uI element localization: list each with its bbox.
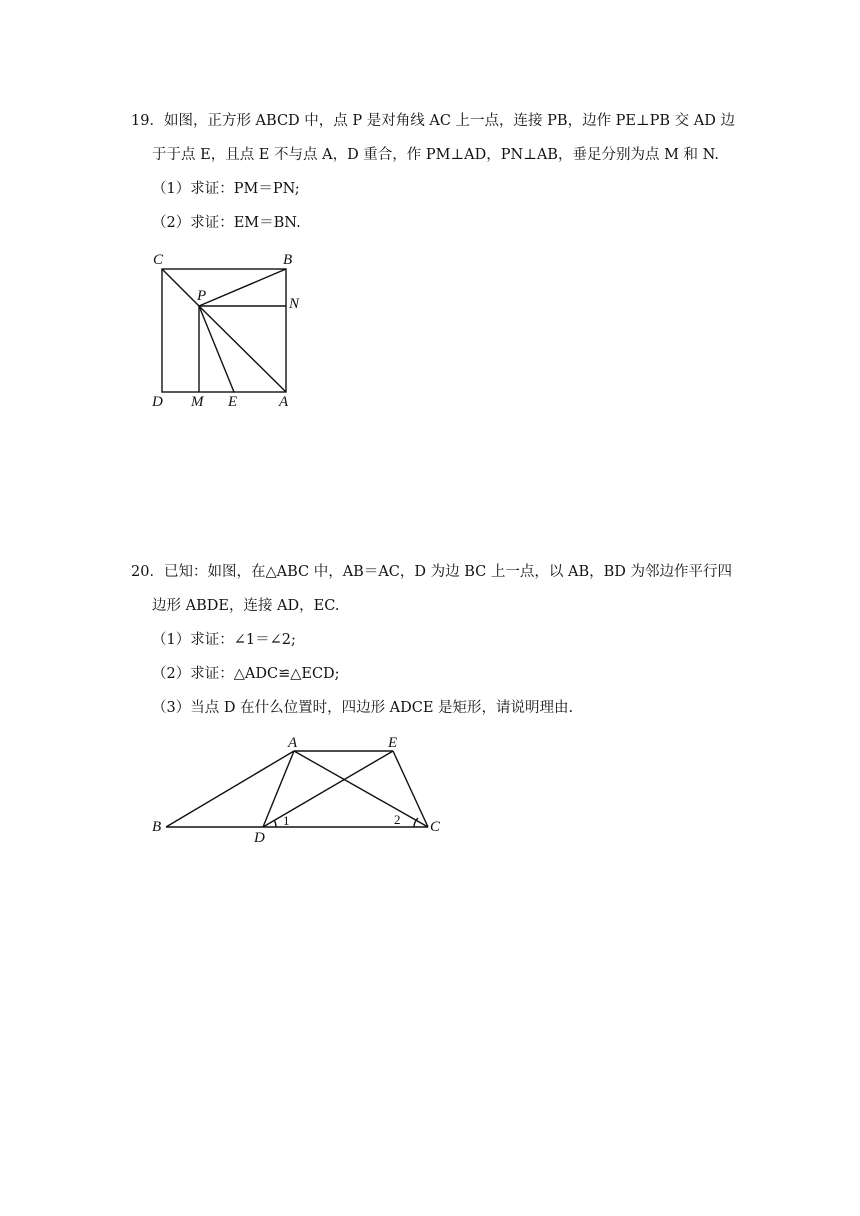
segment-pb <box>199 269 286 306</box>
q20-stem-line1: 20．已知：如图，在△ABC 中，AB＝AC，D 为边 BC 上一点，以 AB，BD 为邻边作平行四 <box>131 564 732 580</box>
q19-stem-line2: 于于点 E，且点 E 不与点 A，D 重合，作 PM⊥AD，PN⊥AB，垂足分别为点 M 和 N. <box>152 147 720 163</box>
label-e: E <box>388 735 398 751</box>
label-b: B <box>152 819 162 835</box>
segment-cp <box>162 269 199 306</box>
label-m: M <box>191 394 204 410</box>
q19-stem-line1: 19．如图，正方形 ABCD 中，点 P 是对角线 AC 上一点，连接 PB，边作 PE⊥PB 交 AD 边 <box>131 113 735 129</box>
label-d: D <box>152 394 163 410</box>
label-c: C <box>430 819 441 835</box>
figure-lines <box>166 751 428 827</box>
label-a: A <box>288 735 298 751</box>
q19-part1: （1）求证：PM＝PN; <box>152 181 300 197</box>
segment-ba <box>166 751 294 827</box>
label-c: C <box>153 252 164 268</box>
q20-figure-parallelogram <box>145 730 455 845</box>
label-angle-1: 1 <box>283 813 290 828</box>
segment-ac <box>294 751 428 827</box>
label-e: E <box>228 394 238 410</box>
square-lines <box>162 269 286 392</box>
label-b: B <box>283 252 293 268</box>
label-a: A <box>279 394 289 410</box>
q20-stem-line2: 边形 ABDE，连接 AD，EC. <box>152 598 340 614</box>
q20-part3: （3）当点 D 在什么位置时，四边形 ADCE 是矩形，请说明理由. <box>152 700 574 716</box>
segment-pe <box>199 306 234 392</box>
segment-pa <box>199 306 286 392</box>
angle-1-arc <box>274 820 276 827</box>
q20-part2: （2）求证：△ADC≌△ECD; <box>152 666 340 682</box>
label-n: N <box>289 296 300 312</box>
q20-part1: （1）求证：∠1＝∠2; <box>152 632 296 648</box>
q19-figure-square <box>145 248 315 413</box>
q19-part2: （2）求证：EM＝BN. <box>152 215 301 231</box>
label-d: D <box>254 830 265 845</box>
label-angle-2: 2 <box>394 812 401 827</box>
label-p: P <box>197 288 207 304</box>
